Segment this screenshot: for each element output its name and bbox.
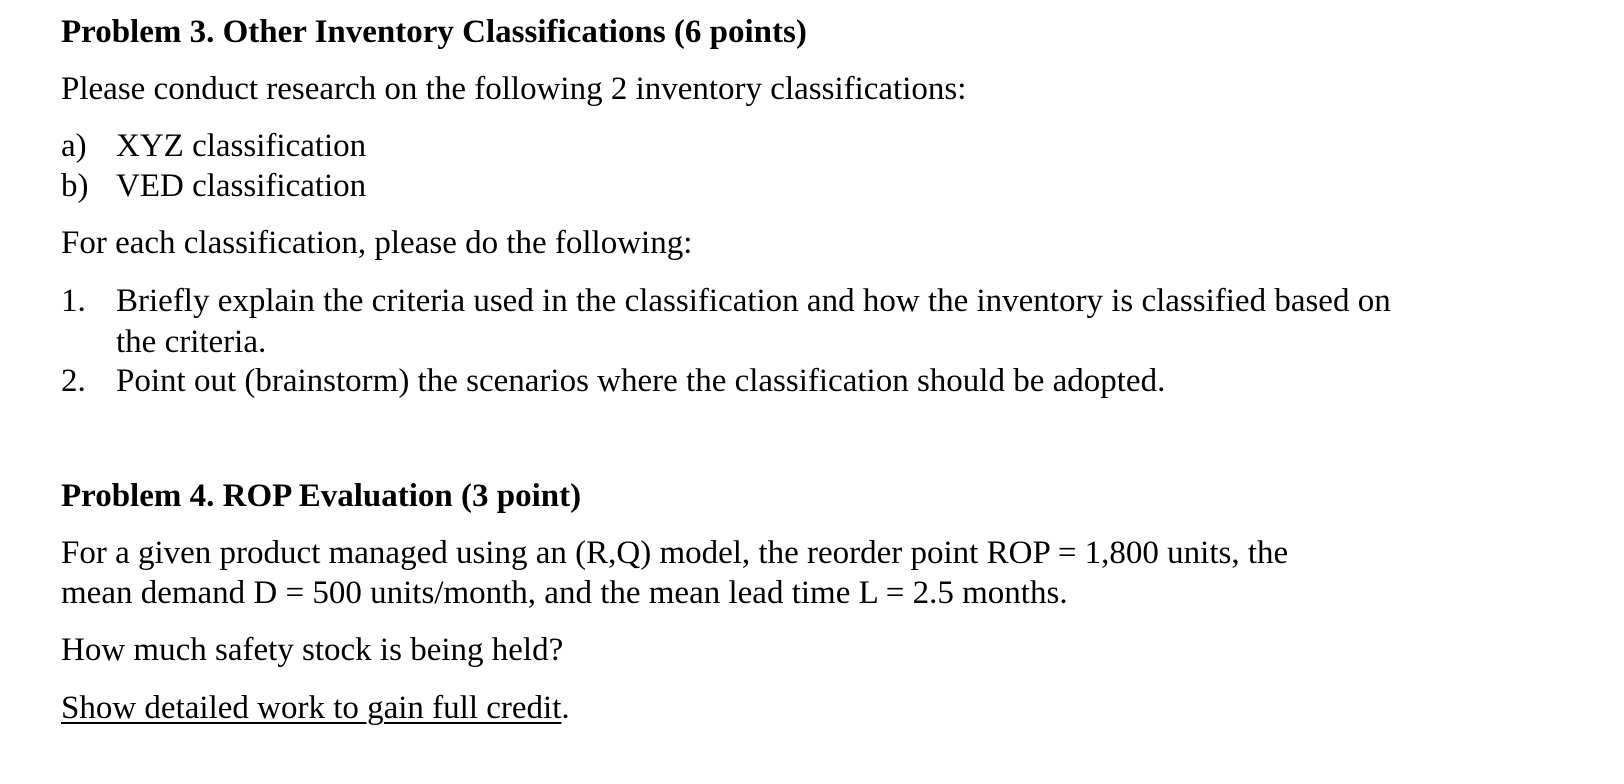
list-text: Point out (brainstorm) the scenarios where the classification should be adopted. [116, 363, 1166, 399]
classification-item-a [61, 126, 366, 167]
list-marker: a) [61, 128, 87, 164]
classification-item-b [61, 166, 366, 207]
problem-4-description-line-2: mean demand D = 500 units/month, and the mean lead time L = 2.5 months. [61, 575, 1068, 611]
instructions-intro: For each classification, please do the following: [61, 225, 693, 261]
problem-3-intro: Please conduct research on the following 2 inventory classifications: [61, 71, 967, 107]
problem-4-heading: Problem 4. ROP Evaluation (3 point) [61, 478, 582, 514]
step-item-2 [61, 361, 1165, 402]
list-text: Briefly explain the criteria used in the classification and how the inventory is classified based on the criteria. [116, 283, 1391, 360]
list-marker: 1. [61, 283, 86, 319]
list-marker: 2. [61, 363, 86, 399]
note-underlined-text: Show detailed work to gain full credit [61, 690, 562, 726]
list-marker: b) [61, 168, 89, 204]
list-text: XYZ classification [116, 128, 367, 164]
note-period: . [561, 690, 570, 726]
problem-3-heading: Problem 3. Other Inventory Classifications (6 points) [61, 14, 807, 50]
problem-4-description-line-1: For a given product managed using an (R,Q) model, the reorder point ROP = 1,800 units, the [61, 535, 1289, 571]
problem-4-note [61, 688, 570, 729]
problem-4-question: How much safety stock is being held? [61, 632, 564, 668]
list-text: VED classification [116, 168, 367, 204]
step-item-1 [61, 281, 1436, 363]
